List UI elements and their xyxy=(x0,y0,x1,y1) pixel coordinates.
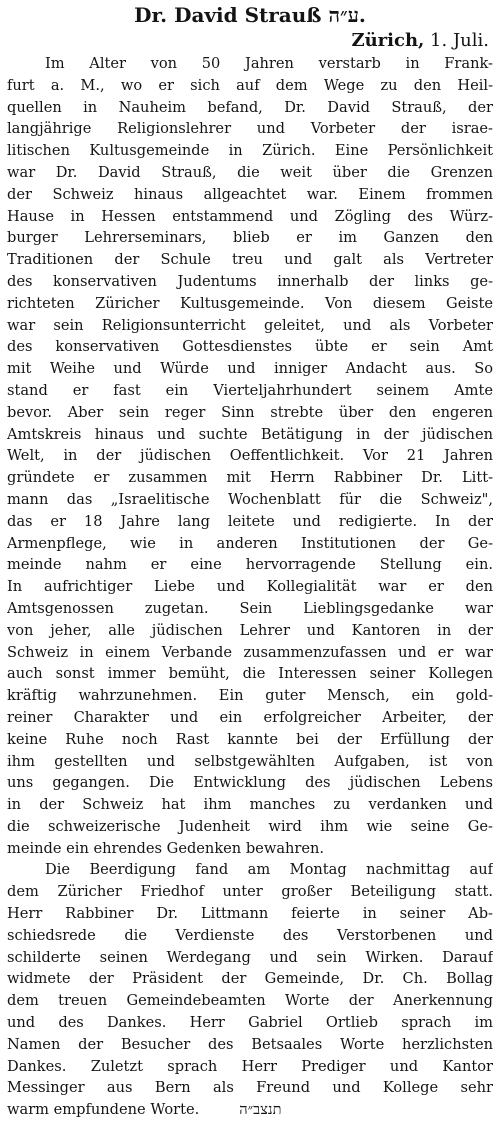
obituary-line: reiner Charakter und ein erfolgreicher Arbeiter, der xyxy=(7,708,493,726)
obituary-line: die schweizerische Judenheit wird ihm wie seine Ge- xyxy=(7,817,493,835)
obituary-line: quellen in Nauheim befand, Dr. David Strauß, der xyxy=(7,98,493,116)
funeral-line: Die Beerdigung fand am Montag nachmittag auf xyxy=(45,861,493,879)
hebrew-signature: תנצב״ה xyxy=(239,1101,282,1119)
obituary-line: Traditionen der Schule treu und galt als Vertreter xyxy=(7,251,493,269)
obituary-line: Schweiz in einem Verbande zusammenzufassen und er war xyxy=(7,643,493,661)
obituary-line: mit Weihe und Würde und inniger Andacht aus. So xyxy=(7,360,493,378)
closing-line xyxy=(7,1099,493,1121)
funeral-line: dem Züricher Friedhof unter großer Beteiligung statt. xyxy=(7,883,493,901)
funeral-line: schiedsrede die Verdienste des Verstorbenen und xyxy=(7,926,493,944)
obituary-line: war sein Religionsunterricht geleitet, und als Vorbeter xyxy=(7,316,493,334)
funeral-line: Herr Rabbiner Dr. Littmann feierte in seiner Ab- xyxy=(7,905,493,923)
obituary-line: furt a. M., wo er sich auf dem Wege zu den Heil- xyxy=(7,76,493,94)
obituary-line: burger Lehrerseminars, blieb er im Ganzen den xyxy=(7,229,493,247)
obituary-line: auch sonst immer bemüht, die Interessen seiner Kollegen xyxy=(7,665,493,683)
obituary-line: Armenpflege, wie in anderen Institutionen der Ge- xyxy=(7,534,493,552)
dateline xyxy=(7,29,489,53)
obituary-line: der Schweiz hinaus allgeachtet war. Einem frommen xyxy=(7,185,493,203)
obituary-line: des konservativen Judentums innerhalb der links ge- xyxy=(7,272,493,290)
obituary-line: das er 18 Jahre lang leitete und redigierte. In der xyxy=(7,512,493,530)
funeral-line: schilderte seinen Werdegang und sein Wirken. Darauf xyxy=(7,948,493,966)
paragraph-funeral xyxy=(7,859,493,1099)
obituary-line: ihm gestellten und selbstgewählten Aufgaben, ist von xyxy=(7,752,493,770)
obituary-line: bevor. Aber sein reger Sinn strebte über den engeren xyxy=(7,403,493,421)
obituary-line: mann das „Israelitische Wochenblatt für die Schweiz", xyxy=(7,490,493,508)
obituary-line: von jeher, alle jüdischen Lehrer und Kantoren in der xyxy=(7,621,493,639)
funeral-line: und des Dankes. Herr Gabriel Ortlieb sprach im xyxy=(7,1014,493,1032)
funeral-line: Namen der Besucher des Betsaales Worte herzlichsten xyxy=(7,1035,493,1053)
obituary-line: Amtskreis hinaus und suchte Betätigung in der jüdischen xyxy=(7,425,493,443)
obituary-line: des konservativen Gottesdienstes übte er sein Amt xyxy=(7,338,493,356)
article-title: Dr. David Strauß ע״ה. xyxy=(134,3,366,27)
article-body xyxy=(7,53,493,1121)
obituary-line: Hause in Hessen entstammend und Zögling des Würz- xyxy=(7,207,493,225)
obituary-line: meinde nahm er eine hervorragende Stellung ein. xyxy=(7,556,493,574)
obituary-line: keine Ruhe noch Rast kannte bei der Erfüllung der xyxy=(7,730,493,748)
obituary-line: gründete er zusammen mit Herrn Rabbiner Dr. Litt- xyxy=(7,469,493,487)
funeral-line: Messinger aus Bern als Freund und Kollege sehr xyxy=(7,1079,493,1097)
dateline-place: Zürich, xyxy=(351,30,425,51)
dateline-date: 1. Juli. xyxy=(430,30,489,51)
funeral-line: widmete der Präsident der Gemeinde, Dr. Ch. Bollag xyxy=(7,970,493,988)
funeral-line: dem treuen Gemeindebeamten Worte der Anerkennung xyxy=(7,992,493,1010)
obituary-line: litischen Kultusgemeinde in Zürich. Eine Persönlichkeit xyxy=(7,142,493,160)
funeral-line: Dankes. Zuletzt sprach Herr Prediger und Kantor xyxy=(7,1057,493,1075)
obituary-line: richteten Züricher Kultusgemeinde. Von diesem Geiste xyxy=(7,294,493,312)
obituary-line: Im Alter von 50 Jahren verstarb in Frank- xyxy=(45,55,493,72)
obituary-line: Amtsgenossen zugetan. Sein Lieblingsgedanke war xyxy=(7,599,493,617)
obituary-line: langjährige Religionslehrer und Vorbeter der israe- xyxy=(7,120,493,138)
obituary-line: war Dr. David Strauß, die weit über die Grenzen xyxy=(7,163,493,181)
obituary-line: uns gegangen. Die Entwicklung des jüdischen Lebens xyxy=(7,774,493,792)
obituary-line: Welt, in der jüdischen Oeffentlichkeit. Vor 21 Jahren xyxy=(7,447,493,465)
obituary-line: stand er fast ein Vierteljahrhundert seinem Amte xyxy=(7,381,493,399)
obituary-line: In aufrichtiger Liebe und Kollegialität war er den xyxy=(7,578,493,596)
obituary-line: in der Schweiz hat ihm manches zu verdanken und xyxy=(7,796,493,814)
obituary-line: kräftig wahrzunehmen. Ein guter Mensch, ein gold- xyxy=(7,687,493,705)
obituary-line: meinde ein ehrendes Gedenken bewahren. xyxy=(7,839,325,857)
paragraph-obituary xyxy=(7,53,493,859)
closing-text: warm empfundene Worte. xyxy=(7,1101,200,1119)
